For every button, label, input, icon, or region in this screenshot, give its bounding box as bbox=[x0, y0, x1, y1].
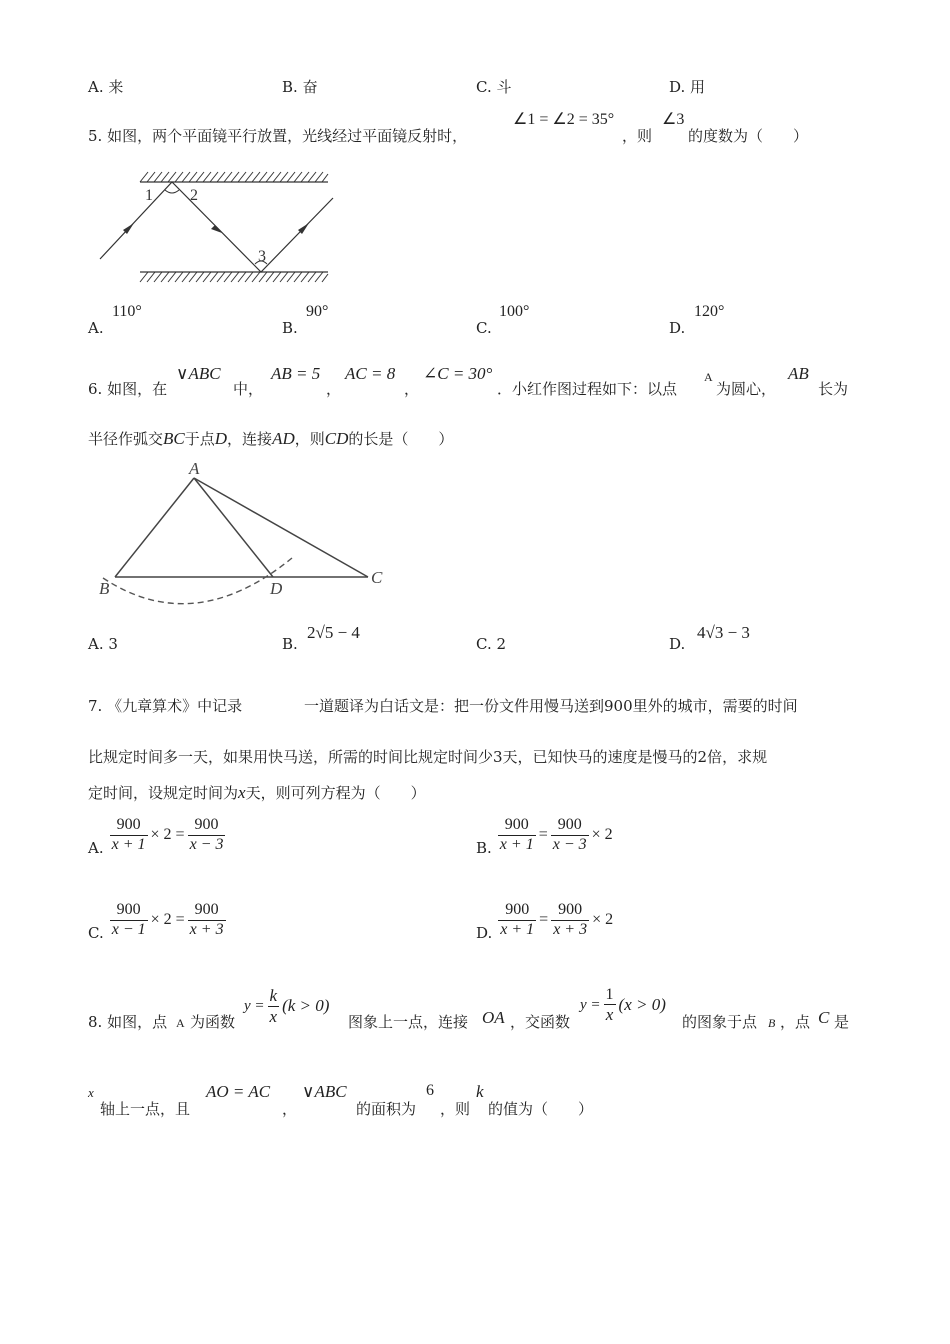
segment-ad bbox=[194, 478, 273, 577]
q6-cd: CD bbox=[324, 429, 349, 448]
q8-point-a: A bbox=[176, 1016, 185, 1030]
top-mirror-hatching bbox=[140, 172, 328, 182]
numerator: 1 bbox=[604, 986, 616, 1005]
option-label: D. bbox=[669, 319, 686, 337]
denominator: x bbox=[269, 1006, 278, 1026]
q8-point-b: B bbox=[768, 1016, 776, 1030]
denominator: x + 3 bbox=[189, 920, 224, 938]
q7-option-c[interactable] bbox=[88, 898, 226, 942]
option-value: 3 bbox=[108, 635, 118, 653]
func-prefix: y = bbox=[580, 996, 601, 1013]
operator: = bbox=[539, 911, 549, 928]
q8-point-c: C bbox=[818, 1008, 830, 1027]
option-text: 斗 bbox=[496, 78, 512, 96]
q7-line1b: 一道题译为白话文是：把一份文件用慢马送到900里外的城市，需要的时间 bbox=[304, 697, 798, 715]
q8-line2d: ，则 bbox=[440, 1100, 471, 1118]
q8-function-1 bbox=[244, 986, 329, 1026]
q7-line1a: 7. 《九章算术》中记录 bbox=[88, 697, 243, 715]
vertex-c: C bbox=[371, 568, 383, 587]
q5-option-d-value: 120° bbox=[694, 303, 725, 320]
q5-condition: ∠1 = ∠2 = 35° bbox=[513, 111, 615, 128]
fraction bbox=[268, 986, 280, 1026]
numerator: 900 bbox=[551, 901, 589, 920]
operator: × 2 = bbox=[150, 911, 185, 928]
option-label: B. bbox=[282, 319, 298, 337]
q8-stem-part3: 图象上一点，连接 bbox=[348, 1013, 469, 1031]
q6-stem-part3: ．小红作图过程如下：以点 bbox=[497, 380, 678, 398]
fraction bbox=[551, 816, 589, 854]
q6-cond-ac: AC = 8 bbox=[345, 364, 396, 383]
angle-label-2: 2 bbox=[190, 187, 198, 204]
q8-equation: AO = AC bbox=[206, 1082, 271, 1101]
q5-stem-text: 5. 如图，两个平面镜平行放置，光线经过平面镜反射时， bbox=[88, 127, 468, 145]
numerator: 900 bbox=[498, 901, 536, 920]
option-label: A. bbox=[88, 635, 104, 653]
q5-option-c[interactable] bbox=[476, 319, 492, 337]
q5-option-c-value: 100° bbox=[499, 303, 530, 320]
q8-line2a: 轴上一点，且 bbox=[100, 1100, 191, 1118]
option-label: C. bbox=[88, 924, 104, 942]
q6-triangle: ∨ABC bbox=[176, 364, 221, 383]
fraction bbox=[110, 816, 148, 854]
q6-option-b-value: 2√5 − 4 bbox=[307, 623, 360, 642]
q8-area-value: 6 bbox=[426, 1082, 434, 1099]
q6-bc: BC bbox=[163, 429, 185, 448]
operator: × 2 = bbox=[150, 826, 185, 843]
q8-line2e: 的值为（ ） bbox=[488, 1100, 594, 1118]
q6-l2d: ，则 bbox=[294, 430, 325, 448]
q7-option-b[interactable] bbox=[476, 813, 613, 857]
q5-option-b[interactable] bbox=[282, 319, 298, 337]
q8-x-axis-var: x bbox=[88, 1085, 94, 1100]
q8-stem-part5: 的图象于点 bbox=[682, 1013, 758, 1031]
q6-option-c[interactable] bbox=[476, 635, 506, 653]
vertex-d: D bbox=[270, 579, 283, 598]
denominator: x − 3 bbox=[189, 835, 224, 853]
q6-ab: AB bbox=[788, 364, 809, 383]
q8-oa: OA bbox=[482, 1008, 505, 1027]
fraction bbox=[498, 901, 536, 939]
option-label: B. bbox=[282, 635, 298, 653]
q8-stem-part7: 是 bbox=[834, 1013, 850, 1031]
option-label: D. bbox=[669, 78, 686, 96]
segment-ac bbox=[194, 478, 368, 577]
operator-tail: × 2 bbox=[592, 911, 614, 928]
q5-option-d[interactable] bbox=[669, 319, 685, 337]
q6-d: D bbox=[214, 429, 228, 448]
angle-label-1: 1 bbox=[145, 187, 153, 204]
denominator: x − 3 bbox=[552, 835, 587, 853]
angle-arc-1-2 bbox=[165, 190, 179, 193]
fraction bbox=[188, 901, 226, 939]
denominator: x + 1 bbox=[500, 920, 535, 938]
option-label: C. bbox=[476, 78, 492, 96]
q6-option-d[interactable] bbox=[669, 635, 685, 653]
option-text: 奋 bbox=[302, 78, 318, 96]
denominator: x + 1 bbox=[111, 835, 146, 853]
q6-ad: AD bbox=[272, 429, 295, 448]
option-label: D. bbox=[476, 924, 493, 942]
option-label: A. bbox=[88, 839, 104, 857]
q6-sep2: ， bbox=[404, 380, 420, 398]
q6-cond-angle-c: ∠C = 30° bbox=[423, 364, 493, 383]
q6-option-a[interactable] bbox=[88, 635, 118, 653]
option-label: B. bbox=[282, 78, 298, 96]
denominator: x bbox=[605, 1005, 614, 1025]
q7-line3 bbox=[88, 782, 426, 803]
q7-option-a[interactable] bbox=[88, 813, 225, 857]
q6-sep1: ， bbox=[326, 380, 342, 398]
q6-cond-ab: AB = 5 bbox=[271, 364, 321, 383]
q7-option-d[interactable] bbox=[476, 898, 613, 942]
q6-option-b[interactable] bbox=[282, 635, 298, 653]
operator: = bbox=[538, 826, 548, 843]
q4-option-b[interactable] bbox=[282, 76, 318, 97]
fraction bbox=[551, 901, 589, 939]
q8-stem-part6: ，点 bbox=[780, 1013, 811, 1031]
angle-label-3: 3 bbox=[258, 248, 266, 265]
option-label: C. bbox=[476, 319, 492, 337]
fraction bbox=[604, 986, 616, 1025]
option-label: A. bbox=[88, 78, 104, 96]
numerator: 900 bbox=[110, 816, 148, 835]
q8-stem-part2: 为函数 bbox=[190, 1013, 236, 1031]
q6-stem-part2: 中， bbox=[233, 380, 264, 398]
ray-arrows bbox=[123, 223, 309, 234]
numerator: 900 bbox=[551, 816, 589, 835]
fraction bbox=[498, 816, 536, 854]
q6-option-d-value: 4√3 − 3 bbox=[697, 623, 750, 642]
q6-stem-part1: 6. 如图，在 bbox=[88, 380, 168, 398]
segment-ab bbox=[115, 478, 194, 577]
numerator: 900 bbox=[188, 901, 226, 920]
denominator: x − 1 bbox=[111, 920, 146, 938]
option-label: D. bbox=[669, 635, 686, 653]
q8-line2b: ， bbox=[282, 1100, 298, 1118]
q8-k: k bbox=[476, 1082, 484, 1101]
q5-stem-post: 的度数为（ ） bbox=[688, 127, 809, 145]
q5-option-a-value: 110° bbox=[112, 303, 142, 320]
q6-line2 bbox=[88, 428, 453, 449]
q4-option-d[interactable] bbox=[669, 76, 705, 97]
q6-stem-part5: 长为 bbox=[818, 380, 849, 398]
q6-point-a: A bbox=[704, 370, 713, 384]
q8-function-2 bbox=[580, 986, 666, 1025]
q5-option-b-value: 90° bbox=[306, 303, 329, 320]
q7-l3a: 定时间，设规定时间为 bbox=[88, 784, 239, 802]
q5-mirror-figure bbox=[95, 168, 335, 292]
bottom-mirror-hatching bbox=[140, 272, 328, 282]
option-label: A. bbox=[88, 319, 104, 337]
numerator: 900 bbox=[188, 816, 226, 835]
numerator: 900 bbox=[498, 816, 536, 835]
q6-l2c: ，连接 bbox=[227, 430, 273, 448]
fraction bbox=[110, 901, 148, 939]
q6-l2a: 半径作弧交 bbox=[88, 430, 164, 448]
q6-stem-part4: 为圆心， bbox=[716, 380, 777, 398]
denominator: x + 3 bbox=[553, 920, 588, 938]
numerator: k bbox=[269, 986, 278, 1005]
q7-l3b: 天，则可列方程为（ ） bbox=[245, 784, 426, 802]
func-prefix: y = bbox=[244, 997, 265, 1014]
q5-angle: ∠3 bbox=[662, 111, 685, 128]
q8-line2c: 的面积为 bbox=[356, 1100, 417, 1118]
q6-l2b: 于点 bbox=[184, 430, 215, 448]
q7-line2: 比规定时间多一天，如果用快马送，所需的时间比规定时间少3天，已知快马的速度是慢马的2倍，求规 bbox=[88, 748, 768, 766]
q8-stem-part1: 8. 如图，点 bbox=[88, 1013, 168, 1031]
q8-triangle: ∨ABC bbox=[302, 1082, 347, 1101]
q7-x: x bbox=[238, 783, 246, 802]
option-label: B. bbox=[476, 839, 492, 857]
operator-tail: × 2 bbox=[591, 826, 613, 843]
vertex-b: B bbox=[99, 579, 110, 598]
option-label: C. bbox=[476, 635, 492, 653]
func-condition: (k > 0) bbox=[282, 996, 330, 1016]
fraction bbox=[188, 816, 226, 854]
q6-triangle-figure bbox=[95, 458, 395, 610]
vertex-a: A bbox=[189, 459, 200, 478]
q6-l2e: 的长是（ ） bbox=[348, 430, 454, 448]
func-condition: (x > 0) bbox=[618, 995, 666, 1015]
option-text: 用 bbox=[690, 78, 706, 96]
option-text: 来 bbox=[108, 78, 124, 96]
denominator: x + 1 bbox=[499, 835, 534, 853]
q5-option-a[interactable] bbox=[88, 319, 104, 337]
q4-option-c[interactable] bbox=[476, 76, 512, 97]
q4-option-a[interactable] bbox=[88, 76, 123, 97]
q5-stem-mid: ，则 bbox=[622, 127, 653, 145]
q8-stem-part4: ，交函数 bbox=[510, 1013, 571, 1031]
numerator: 900 bbox=[110, 901, 148, 920]
option-value: 2 bbox=[496, 635, 507, 653]
